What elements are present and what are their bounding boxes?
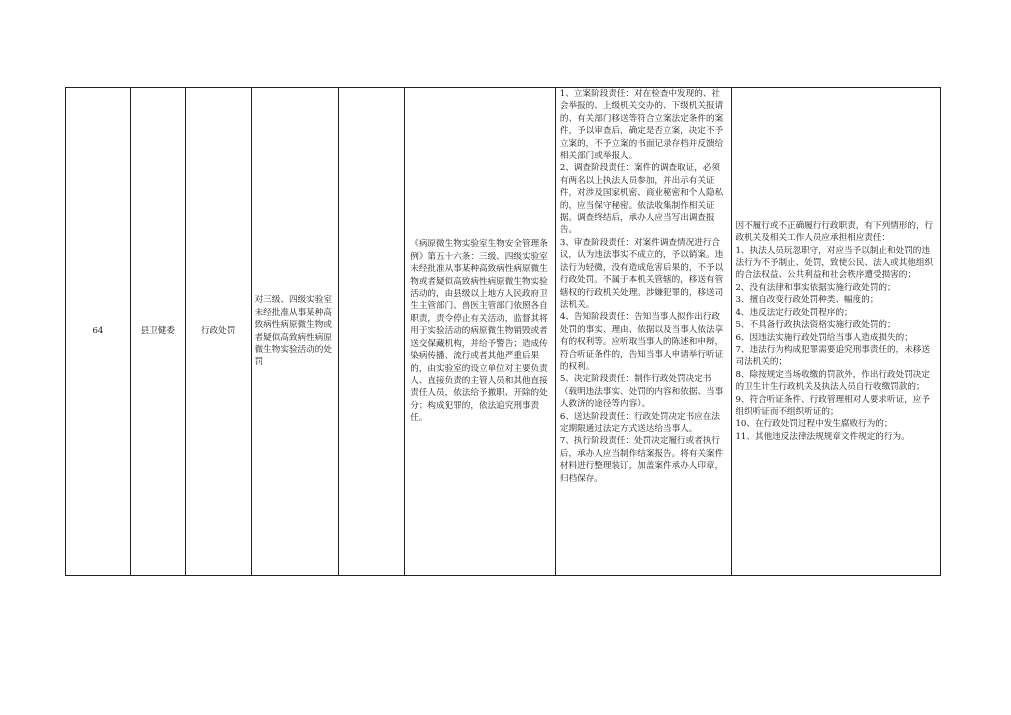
power-type: 行政处罚 xyxy=(200,326,236,337)
cell-accountability xyxy=(732,88,940,575)
cell-responsibilities xyxy=(556,88,733,575)
table xyxy=(65,87,941,576)
cell-power-type xyxy=(186,88,252,575)
responsibilities: 1、立案阶段责任：对在检查中发现的、社会举报的、上级机关交办的、下级机关报请的、有关部门移送等符合立案法定条件的案件，予以审查后，确定是否立案，决定不予立案的，不予立案的书面记录存档并反馈给相关部门或举报人。 2、调查阶段责任：案件的调查取证，必须有两名以上执法人员参加，并出示有关证件，对涉及国家机密、商业秘密和个人隐私的，应当保守秘密。依法收集制作相关证据。调查终结后，承办人应当写出调查报告。 3、审查阶段责任：对案件调查情况进行合议，认为违法事实不成立的，予以销案。违法行为轻微，没有造成危害后果的，不予以行政处罚。不属于本机关管辖的，移送有管辖权的行政机关处理。涉嫌犯罪的，移送司法机关。 4、告知阶段责任：告知当事人拟作出行政处罚的事实、理由、依据以及当事人依法享有的权利等。应听取当事人的陈述和申辩，符合听证条件的，告知当事人申请举行听证的权利。 5、决定阶段责任：制作行政处罚决定书（载明违法事实、处罚的内容和依据、当事人救济的途径等内容）。 6、送达阶段责任：行政处罚决定书应在法定期限通过法定方式送达给当事人。 7、执行阶段责任：处罚决定履行或者执行后，承办人应当制作结案报告。将有关案件材料进行整理装订，加盖案件承办人印章，归档保存。 xyxy=(559,89,724,484)
accountability: 因不履行或不正确履行行政职责，有下列情形的，行政机关及相关工作人员应承担相应责任： 1、执法人员玩忽职守，对应当予以制止和处罚的违法行为不予制止、处罚，致使公民、法人或其他组织的合法权益、公共利益和社会秩序遭受损害的； 2、没有法律和事实依据实施行政处罚的； 3、擅自改变行政处罚种类、幅度的； 4、违反法定行政处罚程序的； 5、不具备行政执法资格实施行政处罚的； 6、因违法实施行政处罚给当事人造成损失的； 7、违法行为构成犯罪需要追究刑事责任的，未移送司法机关的； 8、除按规定当场收缴的罚款外，作出行政处罚决定的卫生计生行政机关及执法人员自行收缴罚款的； 9、符合听证条件、行政管理相对人要求听证，应予组织听证而不组织听证的； 10、在行政处罚过程中发生腐败行为的； 11、其他违反法律法规规章文件规定的行为。 xyxy=(735,220,934,442)
cell-department xyxy=(131,88,186,575)
row-number: 64 xyxy=(92,326,104,337)
cell-basis xyxy=(405,88,556,575)
item-name: 对三级、四级实验室未经批准从事某种高致病性病原微生物或者疑似高致病性病原微生物实验活动的处罚 xyxy=(254,295,332,368)
department: 县卫健委 xyxy=(140,326,175,337)
cell-item-name xyxy=(252,88,340,575)
legal-basis: 《病原微生物实验室生物安全管理条例》第五十六条：三级、四级实验室未经批准从事某种高致病性病原微生物或者疑似高致病性病原微生物实验活动的，由县级以上地方人民政府卫生主管部门、兽医主管部门依照各自职责，责令停止有关活动，监督其将用于实验活动的病原微生物销毁或者送交保藏机构，并给予警告；造成传染病传播、流行或者其他严重后果的，由实验室的设立单位对主要负责人、直接负责的主管人员和其他直接责任人员，依法给予撤职、开除的处分；构成犯罪的，依法追究刑事责任。 xyxy=(410,239,548,424)
cell-sub-item xyxy=(339,88,405,575)
cell-number xyxy=(66,88,131,575)
